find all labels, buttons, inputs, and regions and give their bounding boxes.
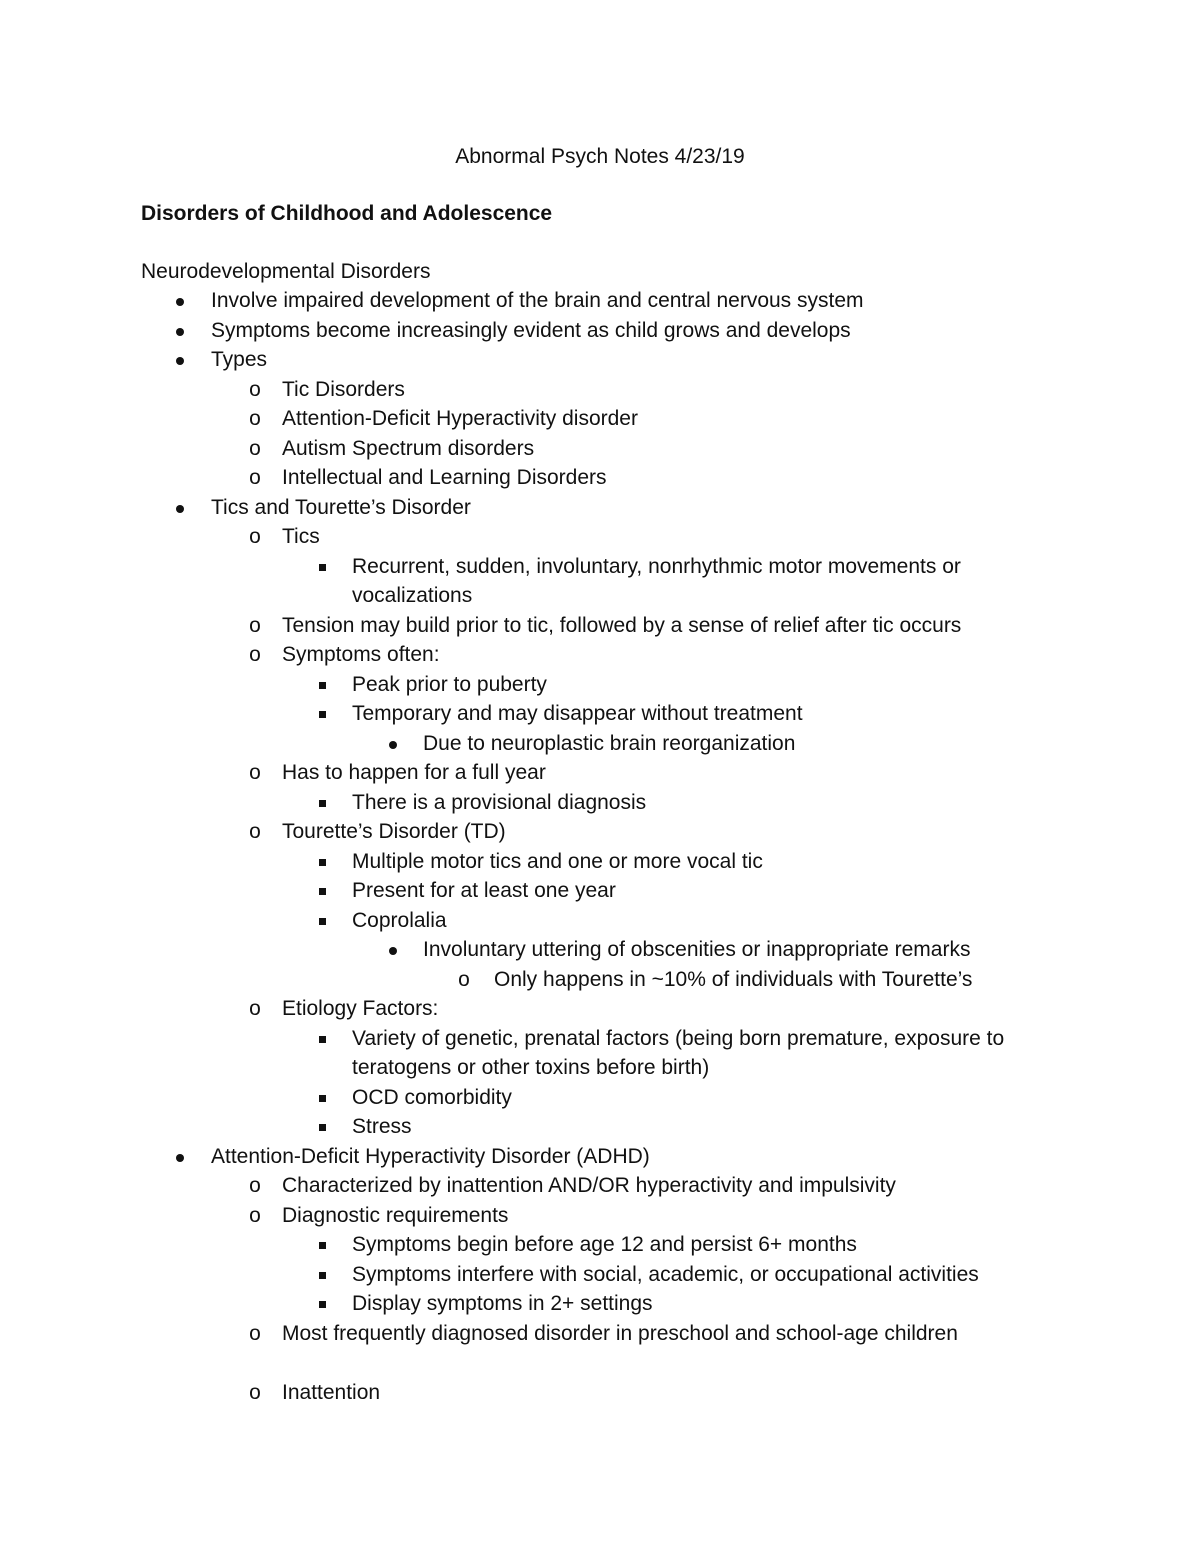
bullet-circle-icon: o [249, 407, 261, 430]
list-item [0, 1083, 1100, 1113]
list-item-text: Symptoms become increasingly evident as child grows and develops [211, 318, 851, 342]
list-item-text: vocalizations [352, 584, 473, 607]
list-item [0, 552, 1100, 582]
list-item [0, 670, 1100, 700]
list-item-text: Etiology Factors: [282, 997, 439, 1020]
list-item [0, 611, 1100, 641]
bullet-circle-icon: o [249, 466, 261, 489]
list-item-text: Multiple motor tics and one or more vocal tic [352, 849, 763, 873]
list-item-text: Tic Disorders [282, 377, 405, 401]
list-item-text: Variety of genetic, prenatal factors (being born premature, exposure to [352, 1026, 1005, 1050]
list-item-text: Symptoms interfere with social, academic, or occupational activities [352, 1262, 979, 1286]
list-item-text: Intellectual and Learning Disorders [282, 466, 607, 489]
list-item-text: Involve impaired development of the brain and central nervous system [211, 289, 864, 312]
list-item [0, 788, 1100, 818]
list-item-text: Diagnostic requirements [282, 1203, 509, 1227]
list-item-text: Types [211, 348, 268, 371]
list-item-text: Recurrent, sudden, involuntary, nonrhythmic motor movements or [352, 554, 961, 578]
list-item-text: Autism Spectrum disorders [282, 436, 535, 460]
list-item [0, 906, 1100, 936]
list-item-text: Attention-Deficit Hyperactivity disorder [282, 407, 638, 430]
list-item [0, 434, 1100, 464]
list-item [0, 729, 1100, 759]
list-item [0, 522, 1100, 552]
page-title: Abnormal Psych Notes 4/23/19 [455, 145, 745, 168]
bullet-circle-icon: o [458, 967, 470, 991]
list-item [0, 1024, 1100, 1054]
list-item-text: Due to neuroplastic brain reorganization [423, 731, 796, 755]
section-heading: Disorders of Childhood and Adolescence [141, 202, 553, 225]
list-item-text: Only happens in ~10% of individuals with Tourette’s [494, 967, 973, 991]
list-item [0, 847, 1100, 877]
bullet-circle-icon: o [249, 643, 261, 666]
list-item [0, 699, 1100, 729]
list-item-text: Tourette’s Disorder (TD) [282, 820, 506, 843]
bullet-circle-icon: o [249, 613, 261, 637]
bullet-circle-icon: o [249, 820, 261, 843]
list-item-text: Peak prior to puberty [352, 672, 547, 696]
bullet-circle-icon: o [249, 1380, 261, 1404]
list-item-text: Coprolalia [352, 908, 447, 932]
list-item-text: Involuntary uttering of obscenities or inappropriate remarks [423, 938, 971, 961]
list-item [0, 1230, 1100, 1260]
list-item-text: Most frequently diagnosed disorder in preschool and school-age children [282, 1321, 958, 1345]
bullet-circle-icon: o [249, 1203, 261, 1227]
list-item [0, 1260, 1100, 1290]
list-item [0, 286, 1100, 316]
list-item-text: teratogens or other toxins before birth) [352, 1056, 710, 1079]
list-item [0, 1142, 1100, 1172]
list-item-text: Display symptoms in 2+ settings [352, 1292, 653, 1315]
list-item-text: Tics [282, 525, 320, 548]
list-item-text: There is a provisional diagnosis [352, 790, 647, 814]
bullet-circle-icon: o [249, 377, 261, 401]
list-item [0, 1319, 1100, 1349]
bullet-circle-icon: o [249, 436, 261, 460]
list-item-text: Stress [352, 1115, 412, 1138]
list-item [0, 1289, 1100, 1319]
bullet-circle-icon: o [249, 525, 261, 548]
list-item-text: Symptoms begin before age 12 and persist 6+ months [352, 1233, 857, 1256]
list-item [0, 1112, 1100, 1142]
list-item [0, 935, 1100, 965]
subsection-title: Neurodevelopmental Disorders [141, 260, 431, 283]
list-item [0, 876, 1100, 906]
list-item [0, 640, 1100, 670]
list-item [0, 817, 1100, 847]
list-item [0, 581, 1100, 611]
list-item-text: Has to happen for a full year [282, 761, 546, 784]
list-item [0, 1171, 1100, 1201]
list-item-text: OCD comorbidity [352, 1085, 512, 1109]
bullet-circle-icon: o [249, 761, 261, 784]
list-item [0, 493, 1100, 523]
list-item [0, 1053, 1100, 1083]
bullet-circle-icon: o [249, 1174, 261, 1197]
list-item [0, 1201, 1100, 1231]
list-item [0, 404, 1100, 434]
list-item-text: Tics and Tourette’s Disorder [211, 495, 471, 519]
bullet-circle-icon: o [249, 1321, 261, 1345]
list-item-text: Present for at least one year [352, 879, 616, 902]
list-item [0, 965, 1100, 995]
list-item [0, 758, 1100, 788]
list-item-text: Symptoms often: [282, 643, 440, 666]
list-item-text: Tension may build prior to tic, followed by a sense of relief after tic occurs [282, 613, 962, 637]
list-item [0, 1378, 1100, 1408]
list-item-text: Attention-Deficit Hyperactivity Disorder (ADHD) [211, 1144, 650, 1168]
list-item [0, 994, 1100, 1024]
list-item-text: Inattention [282, 1380, 381, 1404]
list-item [0, 375, 1100, 405]
list-item-text: Temporary and may disappear without treatment [352, 702, 803, 725]
list-item [0, 345, 1100, 375]
list-item-text: Characterized by inattention AND/OR hyperactivity and impulsivity [282, 1174, 896, 1197]
list-item [0, 463, 1100, 493]
list-item [0, 316, 1100, 346]
bullet-circle-icon: o [249, 997, 261, 1020]
